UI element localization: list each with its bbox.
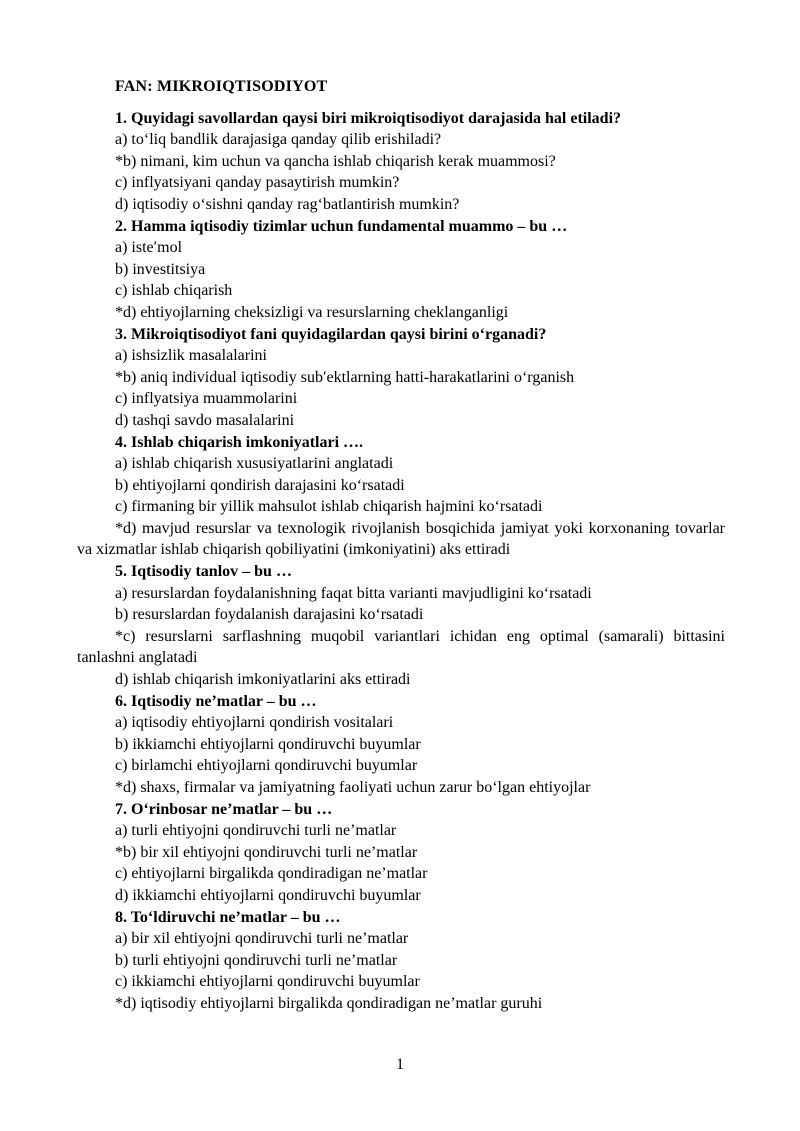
answer-option: *b) nimani, kim uchun va qancha ishlab chiqarish kerak muammosi? bbox=[115, 152, 556, 170]
question-3 bbox=[77, 324, 725, 432]
document-page bbox=[77, 76, 725, 1015]
answer-option: *d) shaxs, firmalar va jamiyatning faoliyati uchun zarur bo‘lgan ehtiyojlar bbox=[115, 779, 591, 796]
question-title: 7. O‘rinbosar ne’matlar – bu … bbox=[115, 800, 333, 818]
answer-option: b) investitsiya bbox=[115, 260, 206, 278]
question-title: 3. Mikroiqtisodiyot fani quyidagilardan qaysi birini o‘rganadi? bbox=[115, 325, 547, 343]
question-4 bbox=[77, 432, 725, 562]
answer-option: a) resurslardan foydalanishning faqat bitta varianti mavjudligini ko‘rsatadi bbox=[115, 584, 592, 602]
answer-option: *d) iqtisodiy ehtiyojlarni birgalikda qondiradigan ne’matlar guruhi bbox=[115, 994, 543, 1012]
answer-option: b) turli ehtiyojni qondiruvchi turli ne’matlar bbox=[115, 951, 398, 969]
answer-option: c) inflyatsiyani qanday pasaytirish mumkin? bbox=[115, 174, 400, 192]
answer-option: b) ehtiyojlarni qondirish darajasini ko‘rsatadi bbox=[115, 476, 405, 494]
answer-option: *d) ehtiyojlarning cheksizligi va resurslarning cheklanganligi bbox=[115, 303, 509, 321]
page-title: FAN: MIKROIQTISODIYOT bbox=[115, 78, 328, 95]
answer-option: c) birlamchi ehtiyojlarni qondiruvchi buyumlar bbox=[115, 757, 418, 775]
answer-option: a) ishlab chiqarish xususiyatlarini anglatadi bbox=[115, 455, 394, 473]
answer-option: a) iste′mol bbox=[115, 239, 183, 257]
answer-option: b) ikkiamchi ehtiyojlarni qondiruvchi buyumlar bbox=[115, 735, 421, 753]
answer-option: *d) mavjud resurslar va texnologik rivojlanish bosqichida jamiyat yoki korxonaning tovarlar va xizmatlar ishlab chiqarish qobiliyatini (imkoniyatini) aks ettiradi bbox=[77, 519, 725, 559]
answer-option: c) inflyatsiya muammolarini bbox=[115, 390, 298, 408]
question-6 bbox=[77, 691, 725, 799]
question-8 bbox=[77, 907, 725, 1015]
question-title: 4. Ishlab chiqarish imkoniyatlari …. bbox=[115, 433, 364, 451]
answer-option: c) ehtiyojlarni birgalikda qondiradigan ne’matlar bbox=[115, 865, 428, 883]
answer-option: *c) resurslarni sarflashning muqobil variantlari ichidan eng optimal (samarali) bittasini tanlashni anglatadi bbox=[77, 627, 725, 667]
question-title: 6. Iqtisodiy ne’matlar – bu … bbox=[115, 692, 317, 710]
answer-option: *b) bir xil ehtiyojni qondiruvchi turli ne’matlar bbox=[115, 843, 418, 861]
answer-option: a) ishsizlik masalalarini bbox=[115, 347, 267, 365]
answer-option: d) ikkiamchi ehtiyojlarni qondiruvchi buyumlar bbox=[115, 886, 421, 904]
question-1 bbox=[77, 108, 725, 216]
question-title: 2. Hamma iqtisodiy tizimlar uchun fundamental muammo – bu … bbox=[115, 217, 568, 235]
question-title: 8. To‘ldiruvchi ne’matlar – bu … bbox=[115, 908, 341, 926]
page-number: 1 bbox=[396, 1056, 404, 1073]
answer-option: d) iqtisodiy o‘sishni qanday rag‘batlantirish mumkin? bbox=[115, 195, 460, 213]
question-7 bbox=[77, 799, 725, 907]
answer-option: d) tashqi savdo masalalarini bbox=[115, 411, 295, 429]
answer-option: a) bir xil ehtiyojni qondiruvchi turli ne’matlar bbox=[115, 930, 409, 948]
answer-option: d) ishlab chiqarish imkoniyatlarini aks ettiradi bbox=[115, 671, 411, 689]
answer-option: a) iqtisodiy ehtiyojlarni qondirish vositalari bbox=[115, 714, 394, 732]
answer-option: *b) aniq individual iqtisodiy sub′ektlarning hatti-harakatlarini o‘rganish bbox=[115, 368, 575, 386]
question-title: 1. Quyidagi savollardan qaysi biri mikroiqtisodiyot darajasida hal etiladi? bbox=[115, 109, 622, 127]
answer-option: b) resurslardan foydalanish darajasini ko‘rsatadi bbox=[115, 606, 424, 624]
answer-option: c) ikkiamchi ehtiyojlarni qondiruvchi buyumlar bbox=[115, 973, 420, 991]
answer-option: a) turli ehtiyojni qondiruvchi turli ne’matlar bbox=[115, 822, 397, 840]
answer-option: c) firmaning bir yillik mahsulot ishlab chiqarish hajmini ko‘rsatadi bbox=[115, 498, 543, 516]
question-2 bbox=[77, 216, 725, 324]
answer-option: c) ishlab chiqarish bbox=[115, 282, 233, 300]
question-5 bbox=[77, 561, 725, 691]
question-title: 5. Iqtisodiy tanlov – bu … bbox=[115, 563, 292, 581]
answer-option: a) to‘liq bandlik darajasiga qanday qilib erishiladi? bbox=[115, 131, 442, 149]
